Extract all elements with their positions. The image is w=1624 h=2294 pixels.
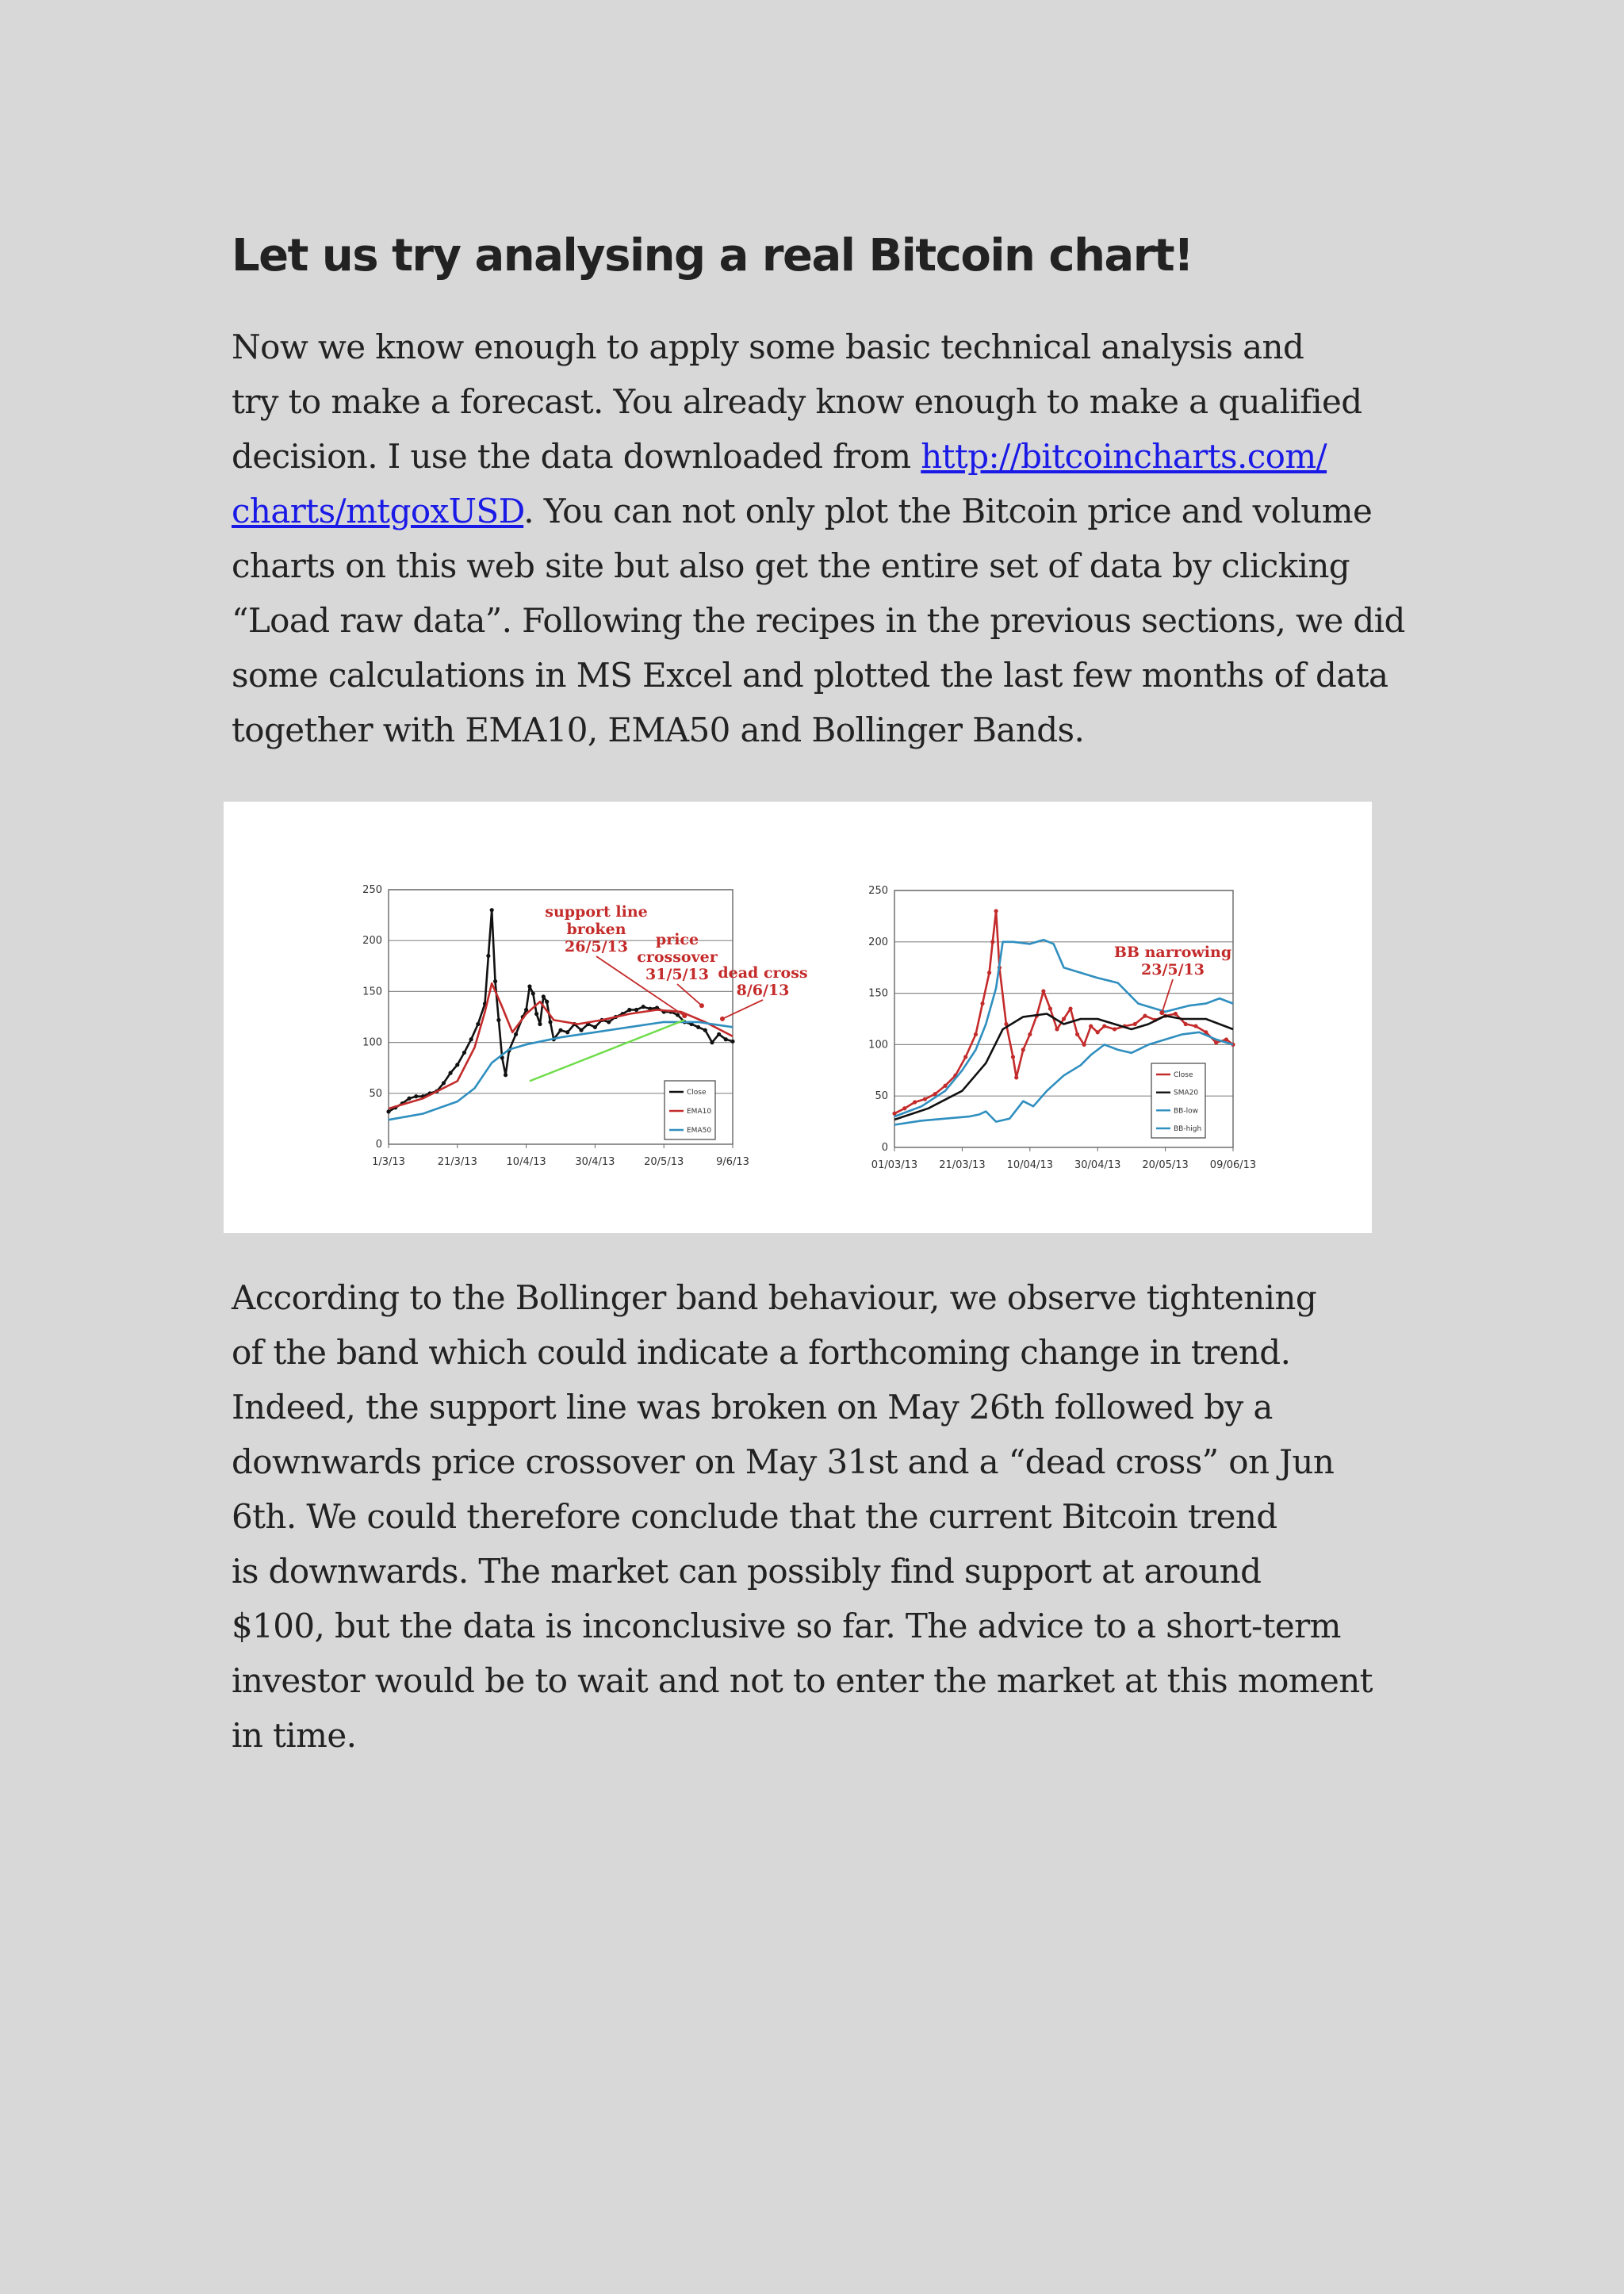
data-point <box>514 1032 518 1036</box>
data-point <box>414 1094 418 1098</box>
data-point <box>538 1022 542 1026</box>
text-segment: . You can not only plot the Bitcoin price and volume <box>523 492 1373 530</box>
data-point <box>1011 1055 1015 1059</box>
annotation-label <box>637 931 718 983</box>
data-point <box>407 1097 411 1101</box>
annotation-arrowhead <box>720 1017 725 1021</box>
data-point <box>1068 1006 1072 1010</box>
text-line: together with EMA10, EMA50 and Bollinger Bands. <box>232 710 1085 749</box>
x-tick-label: 10/4/13 <box>506 1156 546 1168</box>
y-tick-label: 250 <box>362 884 382 896</box>
text-line <box>232 429 1421 484</box>
data-point <box>579 1028 583 1032</box>
x-tick-label: 30/4/13 <box>575 1156 615 1168</box>
chart-figure <box>224 802 1372 1233</box>
data-point <box>1089 1024 1093 1028</box>
x-tick-label: 21/03/13 <box>939 1159 986 1171</box>
x-tick-label: 20/5/13 <box>644 1156 684 1168</box>
annotation-line: dead cross <box>718 964 808 982</box>
data-point <box>1224 1037 1228 1041</box>
data-point <box>527 984 531 988</box>
annotation-arrowhead <box>682 1013 687 1018</box>
data-point <box>545 1000 549 1004</box>
text-line: $100, but the data is inconclusive so far. The advice to a short-term <box>232 1607 1341 1645</box>
data-point <box>1062 1017 1066 1021</box>
chart-1 <box>362 884 807 1168</box>
annotation-line: broken <box>566 921 626 938</box>
annotation-arrow <box>677 984 702 1005</box>
legend-label: BB-high <box>1174 1125 1202 1133</box>
data-point <box>476 1022 480 1026</box>
annotation-line: 31/5/13 <box>645 966 709 983</box>
legend-label: Close <box>687 1089 707 1097</box>
data-point <box>913 1100 917 1104</box>
annotation-arrowhead <box>1159 1010 1164 1015</box>
legend-label: EMA50 <box>687 1127 712 1135</box>
annotation-label <box>718 964 807 999</box>
annotation-line: BB narrowing <box>1113 944 1232 961</box>
text-line: some calculations in MS Excel and plotted the last few months of data <box>232 656 1388 695</box>
x-tick-label: 10/04/13 <box>1006 1159 1053 1171</box>
data-point <box>504 1073 508 1077</box>
conclusion-paragraph <box>232 1270 1421 1763</box>
annotation-arrowhead <box>699 1003 704 1008</box>
data-point <box>943 1084 947 1088</box>
data-point <box>1014 1075 1018 1079</box>
text-segment: decision. I use the data downloaded from <box>232 437 921 476</box>
legend-label: SMA20 <box>1174 1089 1199 1097</box>
x-tick-label: 30/04/13 <box>1074 1159 1121 1171</box>
data-point <box>531 991 535 995</box>
text-line: Indeed, the support line was broken on May 26th followed by a <box>232 1388 1273 1427</box>
y-tick-label: 50 <box>875 1090 888 1103</box>
data-point <box>696 1025 700 1029</box>
data-point <box>1041 989 1045 993</box>
x-tick-label: 01/03/13 <box>871 1159 918 1171</box>
bitcoincharts-link-part1[interactable]: http://bitcoincharts.com/ <box>921 437 1327 476</box>
data-point <box>710 1040 714 1044</box>
y-tick-label: 100 <box>362 1036 382 1049</box>
data-point <box>923 1097 927 1101</box>
data-point <box>1082 1043 1086 1047</box>
text-line: 6th. We could therefore conclude that the current Bitcoin trend <box>232 1497 1277 1536</box>
page-title: Let us try analysing a real Bitcoin chart! <box>232 230 1193 281</box>
data-point <box>449 1071 453 1075</box>
y-tick-label: 150 <box>868 987 888 1000</box>
data-point <box>548 1020 552 1024</box>
data-point <box>534 1012 538 1016</box>
data-point <box>1102 1024 1106 1028</box>
data-point <box>565 1030 569 1034</box>
y-tick-label: 200 <box>362 935 382 948</box>
text-line: in time. <box>232 1716 357 1755</box>
annotation-line: price <box>655 931 699 948</box>
data-point <box>1143 1014 1147 1018</box>
data-point <box>558 1028 562 1032</box>
series-line-support <box>530 1020 684 1081</box>
annotation-label <box>1114 944 1231 978</box>
data-point <box>1133 1022 1137 1026</box>
data-point <box>1184 1022 1188 1026</box>
data-point <box>1021 1047 1025 1051</box>
data-point <box>469 1037 473 1041</box>
text-line: charts on this web site but also get the entire set of data by clicking <box>232 546 1350 585</box>
data-point <box>987 971 991 975</box>
data-point <box>486 954 490 958</box>
data-point <box>455 1063 459 1067</box>
y-tick-label: 200 <box>868 936 888 948</box>
legend-label: BB-low <box>1174 1107 1198 1116</box>
data-point <box>703 1028 707 1032</box>
text-line: is downwards. The market can possibly find support at around <box>232 1552 1262 1591</box>
data-point <box>627 1008 631 1012</box>
data-point <box>902 1106 906 1110</box>
annotation-line: 26/5/13 <box>565 938 628 956</box>
x-tick-label: 20/05/13 <box>1142 1159 1189 1171</box>
charts-svg <box>224 802 1372 1233</box>
data-point <box>1113 1027 1116 1031</box>
data-point <box>462 1051 466 1055</box>
data-point <box>1174 1012 1178 1016</box>
text-line: According to the Bollinger band behaviour, we observe tightening <box>232 1278 1317 1317</box>
annotation-line: 23/5/13 <box>1141 961 1205 978</box>
data-point <box>717 1032 721 1036</box>
y-tick-label: 50 <box>369 1087 382 1100</box>
annotation-arrow <box>722 1000 763 1019</box>
intro-paragraph <box>232 320 1421 757</box>
data-point <box>442 1081 446 1085</box>
data-point <box>496 1018 500 1022</box>
data-point <box>542 994 546 998</box>
data-point <box>676 1013 680 1017</box>
legend-label: EMA10 <box>687 1108 712 1116</box>
data-point <box>1055 1027 1059 1031</box>
data-point <box>1193 1024 1197 1028</box>
data-point <box>974 1032 978 1036</box>
x-tick-label: 1/3/13 <box>372 1156 405 1168</box>
bitcoincharts-link-part2[interactable]: charts/mtgoxUSD <box>232 492 524 530</box>
y-tick-label: 100 <box>868 1039 888 1051</box>
x-tick-label: 21/3/13 <box>437 1156 477 1168</box>
data-point <box>990 940 994 944</box>
text-line: try to make a forecast. You already know enough to make a qualified <box>232 382 1362 421</box>
data-point <box>607 1020 611 1024</box>
x-tick-label: 9/6/13 <box>716 1156 749 1168</box>
data-point <box>386 1109 390 1113</box>
data-point <box>1028 1032 1032 1036</box>
y-tick-label: 150 <box>362 986 382 998</box>
data-point <box>1214 1040 1218 1044</box>
text-line: of the band which could indicate a forthcoming change in trend. <box>232 1333 1291 1372</box>
data-point <box>730 1040 734 1044</box>
text-line <box>232 484 1421 538</box>
text-line: investor would be to wait and not to enter the market at this moment <box>232 1661 1373 1700</box>
data-point <box>1096 1030 1100 1034</box>
data-point <box>642 1005 645 1009</box>
x-tick-label: 09/06/13 <box>1209 1159 1257 1171</box>
annotation-arrow <box>1162 979 1173 1013</box>
annotation-line: 8/6/13 <box>736 982 790 999</box>
text-line: “Load raw data”. Following the recipes in the previous sections, we did <box>232 601 1405 640</box>
y-tick-label: 0 <box>375 1139 382 1151</box>
legend-label: Close <box>1174 1071 1193 1079</box>
data-point <box>1075 1032 1079 1036</box>
data-point <box>634 1008 638 1012</box>
data-point <box>963 1055 967 1059</box>
data-point <box>980 1001 984 1005</box>
data-point <box>490 908 494 912</box>
data-point <box>593 1025 597 1029</box>
y-tick-label: 0 <box>881 1142 888 1154</box>
annotation-line: support line <box>545 903 648 921</box>
data-point <box>724 1037 728 1041</box>
y-tick-label: 250 <box>868 885 888 897</box>
annotation-line: crossover <box>637 948 718 966</box>
text-line: downwards price crossover on May 31st and a “dead cross” on Jun <box>232 1442 1335 1481</box>
data-point <box>1048 1006 1052 1010</box>
text-line: Now we know enough to apply some basic technical analysis and <box>232 327 1304 366</box>
data-point <box>493 979 497 983</box>
chart-2 <box>868 885 1256 1171</box>
data-point <box>994 909 998 913</box>
annotation-label <box>545 903 648 956</box>
